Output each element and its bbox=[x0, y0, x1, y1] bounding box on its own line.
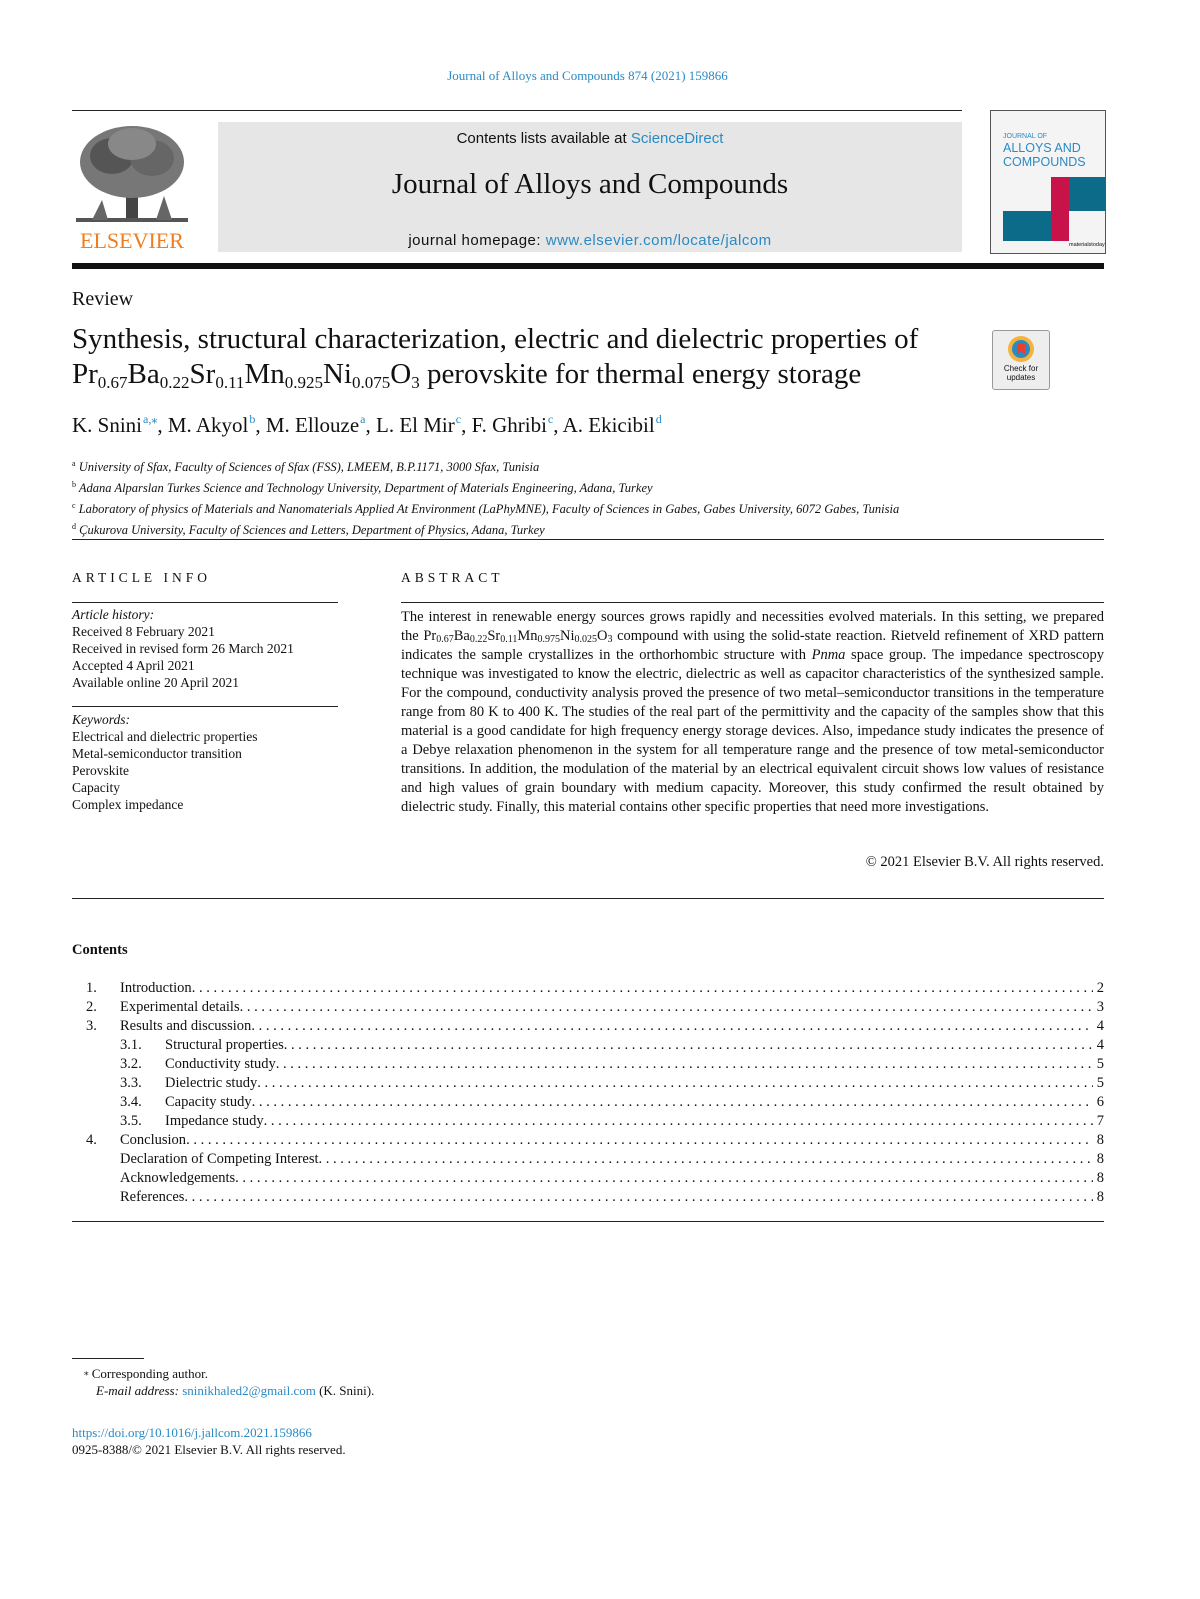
journal-citation[interactable]: Journal of Alloys and Compounds 874 (2021) 159866 bbox=[447, 68, 728, 83]
toc-item[interactable]: 3.1. Structural properties . . . 4 bbox=[72, 1037, 1104, 1056]
abstract-rule bbox=[401, 602, 1104, 603]
info-rule bbox=[72, 706, 338, 707]
keywords-label: Keywords: bbox=[72, 712, 130, 727]
sciencedirect-link[interactable]: ScienceDirect bbox=[630, 130, 724, 147]
keyword: Metal-semiconductor transition bbox=[72, 746, 242, 761]
history-item: Accepted 4 April 2021 bbox=[72, 658, 195, 673]
abstract-copyright: © 2021 Elsevier B.V. All rights reserved. bbox=[865, 854, 1104, 870]
affiliation: $^c$ Laboratory of physics of Materials and Nanomaterials Applied At Environment (LaPhyMNE), Faculty of Sciences in Gabes, Gabes University, 6072 Gabes, Tunisia bbox=[72, 501, 900, 517]
article-info-heading: ARTICLE INFO bbox=[72, 570, 212, 585]
elsevier-logo bbox=[72, 120, 192, 255]
author[interactable]: A. Ekicibil$^d$ bbox=[562, 412, 662, 437]
corresponding-author-note bbox=[84, 1364, 374, 1399]
history-item: Received 8 February 2021 bbox=[72, 624, 215, 639]
corresponding-label: Corresponding author. bbox=[91, 1366, 209, 1381]
title-formula: $Pr_{0.67}Ba_{0.22}Sr_{0.11}Mn_{0.925}Ni_{0.075}O_3$ bbox=[72, 358, 420, 392]
abstract-heading: ABSTRACT bbox=[401, 570, 504, 585]
header-rule bbox=[72, 110, 962, 111]
title-part1: Synthesis, structural characterization, electric and dielectric properties of bbox=[72, 323, 919, 355]
affiliation: $^a$ University of Sfax, Faculty of Sciences of Sfax (FSS), LMEEM, B.P.1171, 3000 Sfax, Tunisia bbox=[72, 459, 540, 475]
cover-block-red-2 bbox=[1051, 211, 1069, 241]
homepage-link[interactable]: www.elsevier.com/locate/jalcom bbox=[545, 232, 772, 249]
author[interactable]: K. Snini$^{a,⁎}$ bbox=[72, 412, 158, 437]
bookmark-icon bbox=[1007, 335, 1035, 363]
author[interactable]: M. Akyol$^b$ bbox=[167, 412, 256, 437]
cover-title bbox=[1003, 141, 1086, 169]
contents-prefix: Contents lists available at bbox=[456, 130, 631, 147]
toc-item[interactable]: 3.2. Conductivity study . . . 5 bbox=[72, 1056, 1104, 1075]
affiliation: $^b$ Adana Alparslan Turkes Science and Technology University, Department of Materials Engineering, Adana, Turkey bbox=[72, 480, 653, 496]
cover-block-teal-2 bbox=[1003, 211, 1051, 241]
journal-cover[interactable] bbox=[990, 110, 1106, 254]
toc-item[interactable]: 1. Introduction . . . 2 bbox=[72, 980, 1104, 999]
article-type: Review bbox=[72, 288, 134, 310]
journal-banner bbox=[218, 122, 962, 252]
keyword: Electrical and dielectric properties bbox=[72, 729, 258, 744]
toc-item[interactable]: References . . . 8 bbox=[72, 1189, 1104, 1208]
toc-item[interactable]: 4. Conclusion . . . 8 bbox=[72, 1132, 1104, 1151]
toc-item[interactable]: Acknowledgements . . . 8 bbox=[72, 1170, 1104, 1189]
toc-item[interactable]: 3.5. Impedance study . . . 7 bbox=[72, 1113, 1104, 1132]
contents-heading: Contents bbox=[72, 942, 128, 958]
affiliation: $^d$ Çukurova University, Faculty of Sciences and Letters, Department of Physics, Adana, Turkey bbox=[72, 522, 545, 538]
toc-item[interactable]: 2. Experimental details . . . 3 bbox=[72, 999, 1104, 1018]
journal-title: Journal of Alloys and Compounds bbox=[391, 168, 789, 200]
footnote-marker: ⁎ bbox=[84, 1367, 89, 1377]
doi-link[interactable]: https://doi.org/10.1016/j.jallcom.2021.159866 bbox=[72, 1425, 312, 1440]
footnote-rule bbox=[72, 1358, 144, 1359]
info-rule bbox=[72, 602, 338, 603]
contents-availability bbox=[218, 130, 962, 147]
cover-block-teal bbox=[1069, 177, 1105, 211]
cover-line-0: JOURNAL OF bbox=[1003, 133, 1048, 140]
author-list: K. Snini$^{a,⁎}$, M. Akyol$^b$, M. Ellouze$^a$, L. El Mir$^c$, F. Ghribi$^c$, A. Ekicibil$^d$ bbox=[72, 412, 662, 437]
rights-line: 0925-8388/© 2021 Elsevier B.V. All rights reserved. bbox=[72, 1442, 346, 1457]
email-link[interactable]: sninikhaled2@gmail.com bbox=[182, 1383, 316, 1398]
homepage-prefix: journal homepage: bbox=[408, 232, 546, 249]
journal-homepage bbox=[218, 232, 962, 249]
keyword: Complex impedance bbox=[72, 797, 184, 812]
badge-text: Check for updates bbox=[1003, 364, 1039, 382]
keyword: Capacity bbox=[72, 780, 120, 795]
toc-item[interactable]: 3. Results and discussion . . . 4 bbox=[72, 1018, 1104, 1037]
abstract-text: The interest in renewable energy sources grows rapidly and necessities evolved materials. In this setting, we prepared the $Pr_{0.67}Ba_{0.22}Sr_{0.11}Mn_{0.975}Ni_{0.025}O_3$ compound with using the solid-state reaction. Rietveld refinement of XRD pattern indicates the sample crystallizes in the orthorhombic structure with Pnma space group. The impedance spectroscopy technique was investigated to know the electric, dielectric as well as capacitor characteristics of the synthesized sample. For the compound, conductivity analysis proved the presence of two metal–semiconductor transitions in the temperature range from 80 K to 400 K. The studies of the real part of the permittivity and the capacity of the samples show that this material is a good candidate for high frequency energy storage devices. Also, impedance study indicates the presence of a Debye relaxation phenomenon in the system for all temperature range and the presence of tow metal-semiconductor transitions. In addition, the modulation of the material by an electrical equivalent circuit shows low values of resistance and high values of grain boundary with medium capacity. Moreover, this study confirmed the result obtained by dielectric study. Finally, this material contains other specific properties that need more investigations. bbox=[401, 609, 1104, 815]
history-label: Article history: bbox=[72, 607, 155, 622]
doi-block bbox=[72, 1424, 346, 1458]
section-rule bbox=[72, 539, 1104, 540]
article-title bbox=[72, 322, 982, 400]
cover-line-1: ALLOYS AND bbox=[1003, 141, 1081, 155]
keywords bbox=[72, 711, 258, 813]
author[interactable]: L. El Mir$^c$ bbox=[376, 412, 462, 437]
email-label: E-mail address: bbox=[96, 1383, 183, 1398]
article-history bbox=[72, 606, 294, 691]
history-item: Available online 20 April 2021 bbox=[72, 675, 239, 690]
history-item: Received in revised form 26 March 2021 bbox=[72, 641, 294, 656]
title-part2: perovskite for thermal energy storage bbox=[419, 358, 862, 390]
toc-item[interactable]: 3.3. Dielectric study . . . 5 bbox=[72, 1075, 1104, 1094]
abstract-formula: $Pr_{0.67}Ba_{0.22}Sr_{0.11}Mn_{0.975}Ni_{0.025}O_3$ bbox=[423, 628, 613, 645]
cover-line-2: COMPOUNDS bbox=[1003, 155, 1086, 169]
email-suffix: (K. Snini). bbox=[315, 1383, 375, 1398]
table-of-contents bbox=[72, 980, 1104, 1208]
toc-item[interactable]: Declaration of Competing Interest . . . 8 bbox=[72, 1151, 1104, 1170]
author[interactable]: F. Ghribi$^c$ bbox=[471, 412, 554, 437]
check-for-updates-badge[interactable] bbox=[992, 330, 1050, 390]
author[interactable]: M. Ellouze$^a$ bbox=[265, 412, 366, 437]
header-thick-rule bbox=[72, 263, 1104, 269]
section-rule bbox=[72, 1221, 1104, 1222]
keyword: Perovskite bbox=[72, 763, 129, 778]
publisher-name: ELSEVIER bbox=[80, 228, 184, 253]
cover-footer: materialstoday bbox=[1069, 242, 1105, 248]
affiliations bbox=[72, 455, 899, 540]
section-rule bbox=[72, 898, 1104, 899]
toc-item[interactable]: 3.4. Capacity study . . . 6 bbox=[72, 1094, 1104, 1113]
